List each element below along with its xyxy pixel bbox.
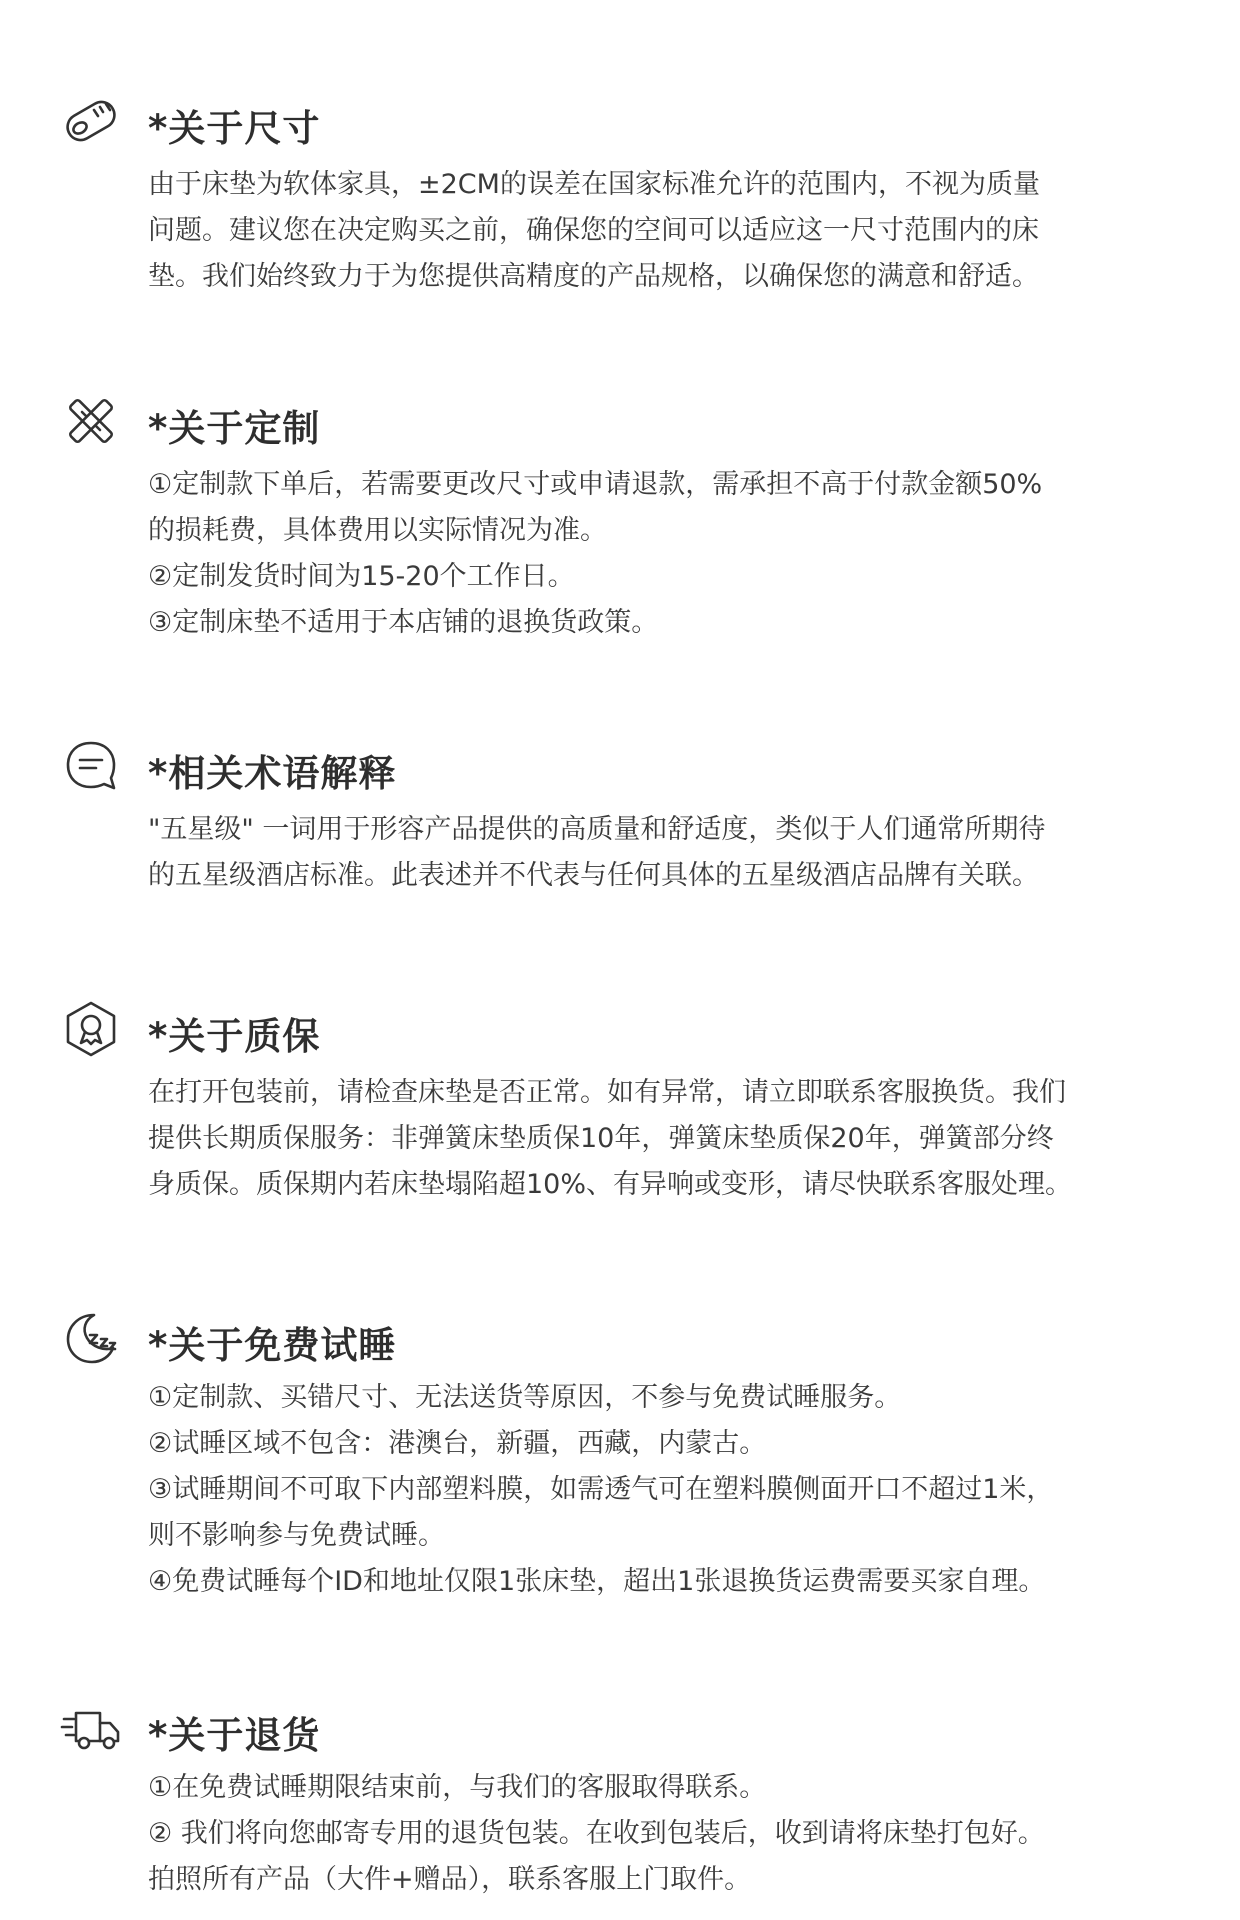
section-title: *关于定制 [148,407,321,450]
text-line: 问题。建议您在决定购买之前，确保您的空间可以适应这一尺寸范围内的床 [148,215,1039,246]
section-title: *关于退货 [148,1714,321,1757]
text-line: ② 我们将向您邮寄专用的退货包装。在收到包装后，收到请将床垫打包好。 [148,1818,1045,1849]
section-title: *关于质保 [148,1015,321,1058]
tape-measure-icon [60,90,122,152]
award-badge-icon [60,998,122,1060]
text-line: 拍照所有产品（大件+赠品），联系客服上门取件。 [148,1864,752,1895]
text-line: ①定制款、买错尺寸、无法送货等原因，不参与免费试睡服务。 [148,1382,902,1413]
section-body [148,1070,1148,1208]
text-line: 身质保。质保期内若床垫塌陷超10%、有异响或变形，请尽快联系客服处理。 [148,1169,1073,1200]
section-returns [0,1697,1240,1895]
text-line: ③试睡期间不可取下内部塑料膜，如需透气可在塑料膜侧面开口不超过1米， [148,1474,1054,1505]
section-custom [0,390,1240,638]
section-trial [0,1307,1240,1597]
section-title: *相关术语解释 [148,752,397,795]
chat-bubble-icon [60,735,122,797]
text-line: 的损耗费，具体费用以实际情况为准。 [148,515,607,546]
text-line: ②定制发货时间为15-20个工作日。 [148,561,575,592]
section-body [148,162,1148,300]
text-line: 在打开包装前，请检查床垫是否正常。如有异常，请立即联系客服换货。我们 [148,1077,1066,1108]
text-line: ①定制款下单后，若需要更改尺寸或申请退款，需承担不高于付款金额50% [148,469,1043,500]
section-warranty [0,998,1240,1200]
section-body [148,1765,1148,1903]
section-size [0,90,1240,292]
section-title: *关于免费试睡 [148,1324,397,1367]
text-line: 的五星级酒店标准。此表述并不代表与任何具体的五星级酒店品牌有关联。 [148,860,1039,891]
section-body [148,462,1148,646]
text-line: ①在免费试睡期限结束前，与我们的客服取得联系。 [148,1772,767,1803]
moon-sleep-icon [60,1307,122,1369]
text-line: "五星级" 一词用于形容产品提供的高质量和舒适度，类似于人们通常所期待 [148,814,1046,845]
delivery-truck-icon [60,1697,122,1759]
text-line: 提供长期质保服务：非弹簧床垫质保10年，弹簧床垫质保20年，弹簧部分终 [148,1123,1054,1154]
section-terms [0,735,1240,891]
section-body [148,1375,1148,1605]
section-body [148,807,1148,899]
tools-icon [60,390,122,452]
text-line: 则不影响参与免费试睡。 [148,1520,445,1551]
section-title: *关于尺寸 [148,107,321,150]
text-line: 由于床垫为软体家具，±2CM的误差在国家标准允许的范围内，不视为质量 [148,169,1040,200]
text-line: 垫。我们始终致力于为您提供高精度的产品规格，以确保您的满意和舒适。 [148,261,1039,292]
text-line: ②试睡区域不包含：港澳台，新疆，西藏，内蒙古。 [148,1428,767,1459]
text-line: ③定制床垫不适用于本店铺的退换货政策。 [148,607,659,638]
text-line: ④免费试睡每个ID和地址仅限1张床垫，超出1张退换货运费需要买家自理。 [148,1566,1046,1597]
